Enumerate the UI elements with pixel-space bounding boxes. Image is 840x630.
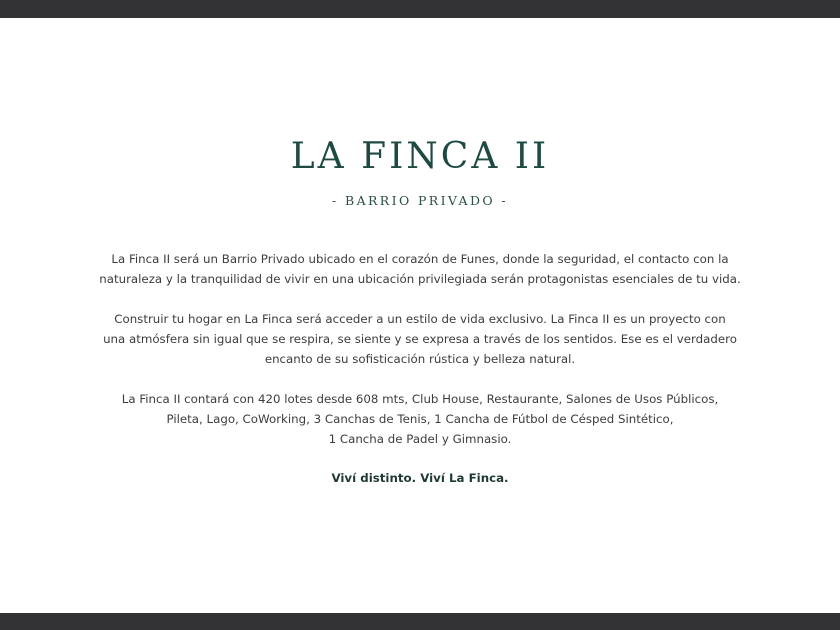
- lifestyle-paragraph: [90, 309, 750, 369]
- paragraph-line: 1 Cancha de Padel y Gimnasio.: [328, 432, 512, 446]
- content-area: [0, 18, 840, 613]
- page-title: LA FINCA II: [290, 136, 550, 177]
- intro-paragraph: La Finca II será un Barrio Privado ubicado en el corazón de Funes, donde la seguridad, el contacto con la naturaleza y la tranquilidad de vivir en una ubicación privilegiada serán protagonistas esenciales de tu vida.: [99, 252, 741, 286]
- paragraph-line: La Finca II contará con 420 lotes desde 608 mts, Club House, Restaurante, Salones de Usos Públicos,: [121, 392, 719, 406]
- tagline: Viví distinto. Viví La Finca.: [331, 471, 509, 485]
- paragraph-line: encanto de su sofisticación rústica y belleza natural.: [264, 352, 576, 366]
- top-frame-bar: [0, 0, 840, 18]
- bottom-frame-bar: [0, 613, 840, 630]
- page-subtitle: - BARRIO PRIVADO -: [331, 193, 509, 208]
- paragraph-line: una atmósfera sin igual que se respira, se siente y se expresa a través de los sentidos. Ese es el verdadero: [103, 332, 737, 346]
- paragraph-line: Pileta, Lago, CoWorking, 3 Canchas de Tenis, 1 Cancha de Fútbol de Césped Sintético,: [166, 412, 674, 426]
- paragraph-line: Construir tu hogar en La Finca será acceder a un estilo de vida exclusivo. La Finca II es un proyecto con: [114, 312, 726, 326]
- amenities-paragraph: [90, 389, 750, 449]
